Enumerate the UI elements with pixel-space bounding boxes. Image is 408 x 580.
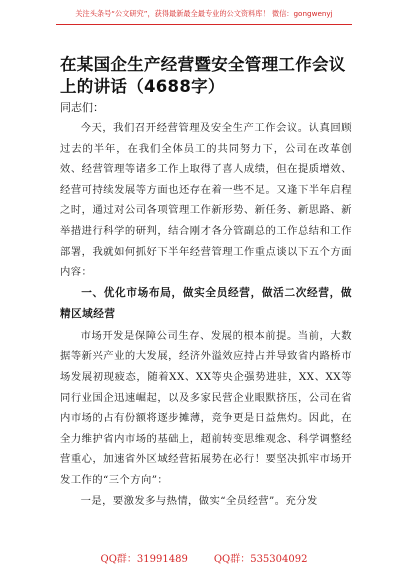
paragraph-market: 市场开发是保障公司生存、发展的根本前提。当前，大数据等新兴产业的大发展，经济外溢效应持占并导致省内路桥市场发展初现疲态，随着XX、XX等央企强势进驻，XX、XX等同行业国企迅速崛起，以及多家民营企业眼默挤压，公司在省内市场的占有份额将逐步摊薄，竞争更是日益焦灼。因此，在全力维护省内市场的基础上，超前转变思维观念、科学调整经营重心，加速省外区域经营拓展势在必行！要坚决抓牢市场开发工作的“三个方向”：: [60, 329, 352, 486]
footer: [0, 553, 408, 567]
salutation: 同志们：: [60, 101, 104, 114]
header-divider: [56, 24, 352, 25]
section-heading-1: 一、优化市场布局，做实全员经营，做活二次经营，做精区域经营: [60, 286, 352, 321]
paragraph-point-1: 一是，要激发多与热情，做实“全员经营”。充分发: [80, 494, 318, 507]
document-title: 在某国企生产经营暨安全管理工作会议上的讲话（4688字）: [60, 55, 346, 96]
footer-qq-group-1: QQ群：31991489: [100, 554, 188, 565]
header-banner: 关注头条号“公文研究”，获得最新最全最专业的公文资料库！ 微信：gongwenyj: [75, 9, 333, 18]
footer-qq-group-2: QQ群：535304092: [213, 554, 308, 565]
document-body: [60, 118, 352, 511]
paragraph-intro: 今天，我们召开经营管理及安全生产工作会议。认真回顾过去的半年，在我们全体员工的共同努力下，公司在改革创效、经营管理等诸多工作上取得了喜人成绩，但在提质增效、经营可持续发展等方面也还存在着一些不足。又逢下半年启程之时，通过对公司各项管理工作新形势、新任务、新思路、新举措进行科学的研判，结合刚才各分管副总的工作总结和工作部署，我就如何抓好下半年经营管理工作重点谈以下五个方面内容：: [60, 122, 352, 279]
